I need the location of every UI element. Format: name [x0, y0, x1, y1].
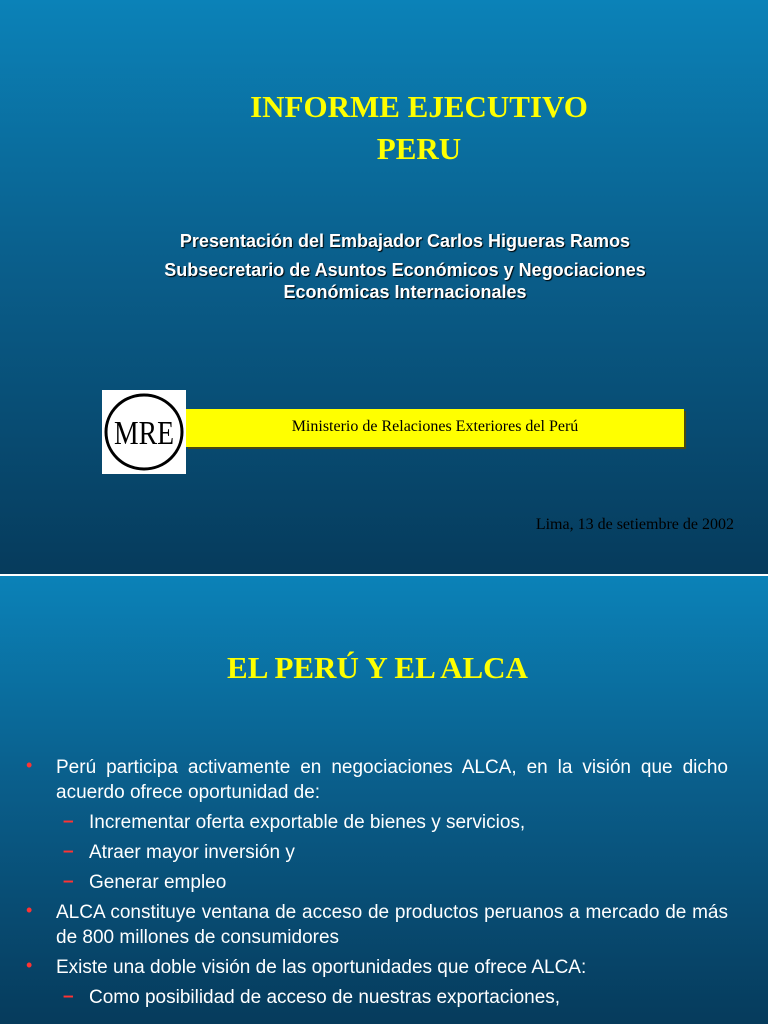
slide-peru-alca [0, 576, 768, 1024]
ministry-name: Ministerio de Relaciones Exteriores del Perú [291, 418, 579, 435]
ministry-banner [186, 409, 684, 447]
dash-marker: – [63, 986, 74, 1007]
cover-title-line2: PERU [376, 131, 462, 166]
bullet-list [0, 755, 768, 1015]
bullet-item [0, 955, 768, 980]
presenter-role-line2: Económicas Internacionales [283, 282, 527, 302]
mre-logo-text: MRE [114, 415, 174, 452]
cover-title [0, 86, 768, 170]
bullet-text: Generar empleo [89, 872, 227, 893]
bullet-marker: • [26, 755, 33, 775]
dash-marker: – [63, 841, 74, 862]
bullet-text: Incrementar oferta exportable de bienes y servicios, [89, 812, 526, 833]
bullet-text: Perú participa activamente en negociaciones ALCA, en la visión que dicho acuerdo ofrece oportunidad de: [56, 757, 728, 803]
presenter-role [100, 259, 710, 303]
bullet-marker: • [26, 900, 33, 920]
bullet-marker: • [26, 955, 33, 975]
slide2-title: EL PERÚ Y EL ALCA [227, 650, 528, 685]
presenter-role-line1: Subsecretario de Asuntos Económicos y Negociaciones [164, 260, 646, 280]
sub-bullet-item [0, 810, 768, 835]
cover-title-line1: INFORME EJECUTIVO [250, 89, 588, 124]
mre-seal-icon [102, 390, 186, 474]
sub-bullet-item [0, 840, 768, 865]
sub-bullet-item [0, 870, 768, 895]
dash-marker: – [63, 871, 74, 892]
bullet-text: Atraer mayor inversión y [89, 842, 295, 863]
bullet-item [0, 900, 768, 950]
dash-marker: – [63, 811, 74, 832]
sub-bullet-item [0, 985, 768, 1010]
bullet-text: Como posibilidad de acceso de nuestras exportaciones, [89, 987, 561, 1008]
bullet-text: ALCA constituye ventana de acceso de productos peruanos a mercado de más de 800 millones de consumidores [56, 902, 728, 948]
mre-logo [102, 390, 186, 474]
presenter-line: Presentación del Embajador Carlos Higueras Ramos [179, 231, 631, 251]
presentation-date: Lima, 13 de setiembre de 2002 [535, 516, 734, 533]
bullet-text: Existe una doble visión de las oportunidades que ofrece ALCA: [56, 957, 587, 978]
bullet-item [0, 755, 768, 805]
